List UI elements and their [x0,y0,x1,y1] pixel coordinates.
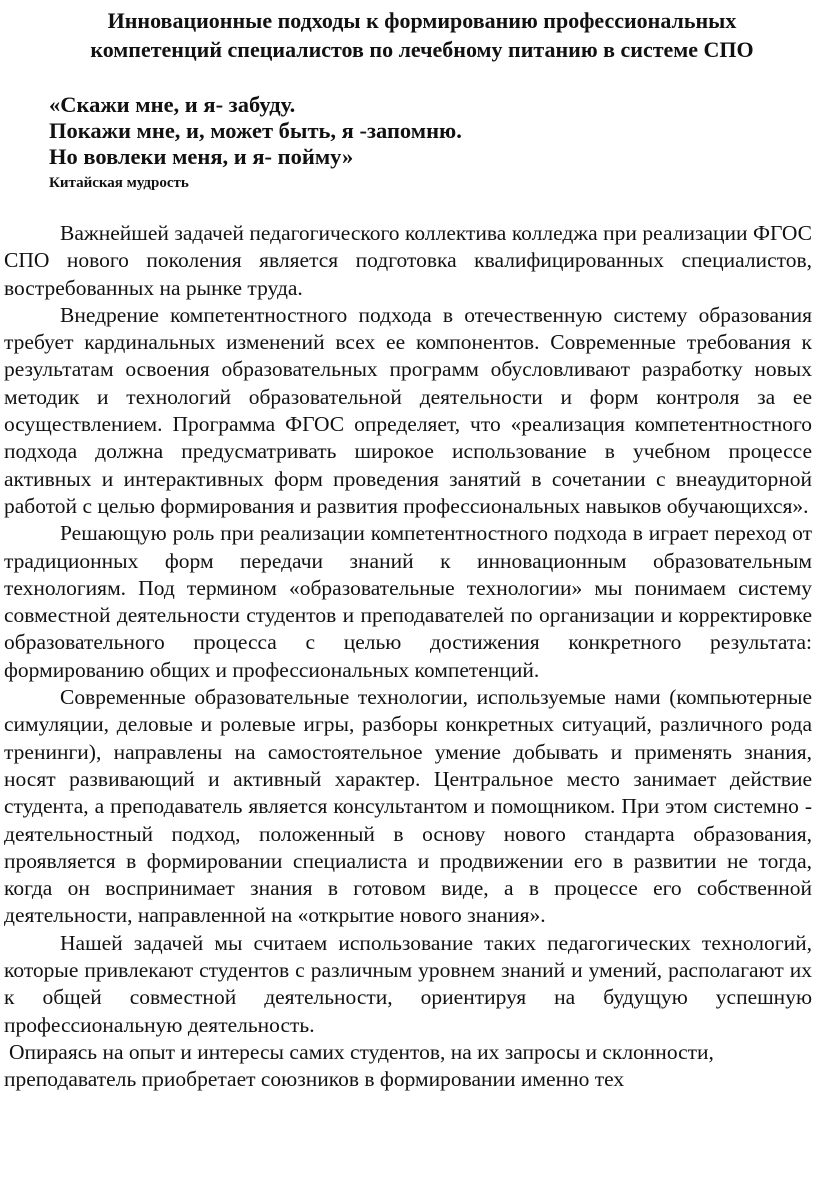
paragraph-5: Нашей задачей мы считаем использование таких педагогических технологий, которые привлекают студентов с различным уровнем знаний и умений, располагают их к общей совместной деятельности, ориентируя на будущую успешную профессиональную деятельность. [4,930,812,1037]
title-line-2: компетенций специалистов по лечебному питанию в системе СПО [90,37,754,62]
paragraph-4: Современные образовательные технологии, используемые нами (компьютерные симуляции, деловые и ролевые игры, разборы конкретных ситуаций, различного рода тренинги), направлены на самостоятельное умение добывать и применять знания, носят развивающий и активный характер. Центральное место занимает действие студента, а преподаватель является консультантом и помощником. При этом системно - деятельностный подход, положенный в основу нового стандарта образования, проявляется в формировании специалиста и продвижении его в развитии не тогда, когда он воспринимает знания в готовом виде, а в процессе его собственной деятельности, направленной на «открытие нового знания». [4,685,812,928]
document-title [4,6,812,64]
paragraph-6: Опираясь на опыт и интересы самих студентов, на их запросы и склонности, преподаватель приобретает союзников в формировании именно тех [4,1039,714,1092]
epigraph-line-3: Но вовлеки меня, и я- пойму» [49,144,354,169]
epigraph-attribution: Китайская мудрость [49,175,189,191]
epigraph [4,92,812,194]
paragraph-3: Решающую роль при реализации компетентностного подхода в играет переход от традиционных форм передачи знаний к инновационным образовательным технологиям. Под термином «образовательные технологии» мы понимаем систему совместной деятельности студентов и преподавателей по организации и корректировке образовательного процесса с целью достижения конкретного результата: формированию общих и профессиональных компетенций. [4,521,812,682]
paragraph-1: Важнейшей задачей педагогического коллектива колледжа при реализации ФГОС СПО нового поколения является подготовка квалифицированных специалистов, востребованных на рынке труда. [4,221,812,300]
epigraph-line-2: Покажи мне, и, может быть, я -запомню. [49,118,462,143]
paragraph-2: Внедрение компетентностного подхода в отечественную систему образования требует кардинальных изменений всех ее компонентов. Современные требования к результатам освоения образовательных программ обусловливают разработку новых методик и технологий образовательной деятельности и форм контроля за ее осуществлением. Программа ФГОС определяет, что «реализация компетентностного подхода должна предусматривать широкое использование в учебном процессе активных и интерактивных форм проведения занятий в сочетании с внеаудиторной работой с целью формирования и развития профессиональных навыков обучающихся». [4,302,812,518]
epigraph-line-1: «Скажи мне, и я- забуду. [49,92,296,117]
title-line-1: Инновационные подходы к формированию профессиональных [107,8,737,33]
body-text [4,220,812,1094]
